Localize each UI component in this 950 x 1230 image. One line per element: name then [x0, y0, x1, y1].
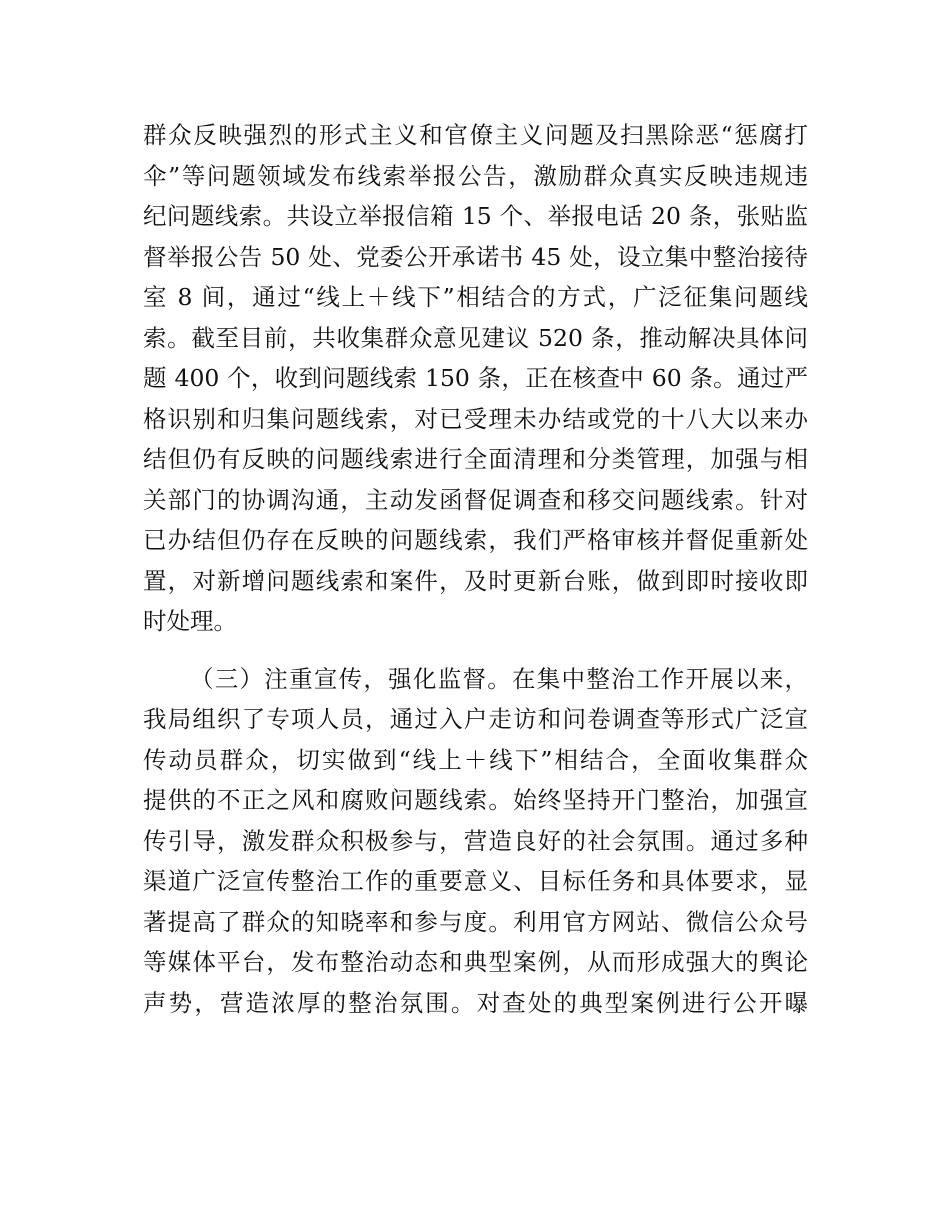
text-line: 题 400 个，收到问题线索 150 条，正在核查中 60 条。通过严: [143, 364, 808, 392]
paragraph-gap: [143, 642, 808, 659]
text-line: 提供的不正之风和腐败问题线索。始终坚持开门整治，加强宣: [143, 786, 808, 814]
text-line: 督举报公告 50 处、党委公开承诺书 45 处，设立集中整治接待: [143, 242, 808, 271]
text-line: 纪问题线索。共设立举报信箱 15 个、举报电话 20 条，张贴监: [143, 202, 808, 230]
text-line: 室 8 间，通过“线上＋线下”相结合的方式，广泛征集问题线: [143, 283, 808, 311]
text-line: 群众反映强烈的形式主义和官僚主义问题及扫黑除恶“惩腐打: [143, 121, 808, 149]
text-line: 关部门的协调沟通，主动发函督促调查和移交问题线索。针对: [143, 485, 808, 514]
text-line: 时处理。: [143, 607, 237, 635]
text-line: 著提高了群众的知晓率和参与度。利用官方网站、微信公众号: [143, 907, 808, 936]
text-line: 伞”等问题领域发布线索举报公告，激励群众真实反映违规违: [143, 161, 808, 190]
text-line: 格识别和归集问题线索，对已受理未办结或党的十八大以来办: [143, 404, 808, 433]
text-line: 传引导，激发群众积极参与，营造良好的社会氛围。通过多种: [143, 826, 808, 855]
text-line: （三）注重宣传，强化监督。在集中整治工作开展以来，: [190, 664, 808, 693]
text-line: 等媒体平台，发布整治动态和典型案例，从而形成强大的舆论: [143, 948, 808, 976]
text-line: 索。截至目前，共收集群众意见建议 520 条，推动解决具体问: [143, 323, 808, 352]
text-line: 置，对新增问题线索和案件，及时更新台账，做到即时接收即: [143, 566, 808, 595]
text-line: 声势，营造浓厚的整治氛围。对查处的典型案例进行公开曝: [143, 988, 808, 1017]
text-line: 我局组织了专项人员，通过入户走访和问卷调查等形式广泛宣: [143, 705, 808, 733]
paragraph-2: [143, 659, 808, 1024]
text-line: 渠道广泛宣传整治工作的重要意义、目标任务和具体要求，显: [143, 867, 808, 895]
paragraph-1: [143, 115, 808, 642]
body-text: [143, 115, 808, 1023]
text-line: 传动员群众，切实做到“线上＋线下”相结合，全面收集群众: [143, 745, 808, 774]
text-line: 已办结但仍存在反映的问题线索，我们严格审核并督促重新处: [143, 526, 808, 554]
text-line: 结但仍有反映的问题线索进行全面清理和分类管理，加强与相: [143, 445, 808, 473]
